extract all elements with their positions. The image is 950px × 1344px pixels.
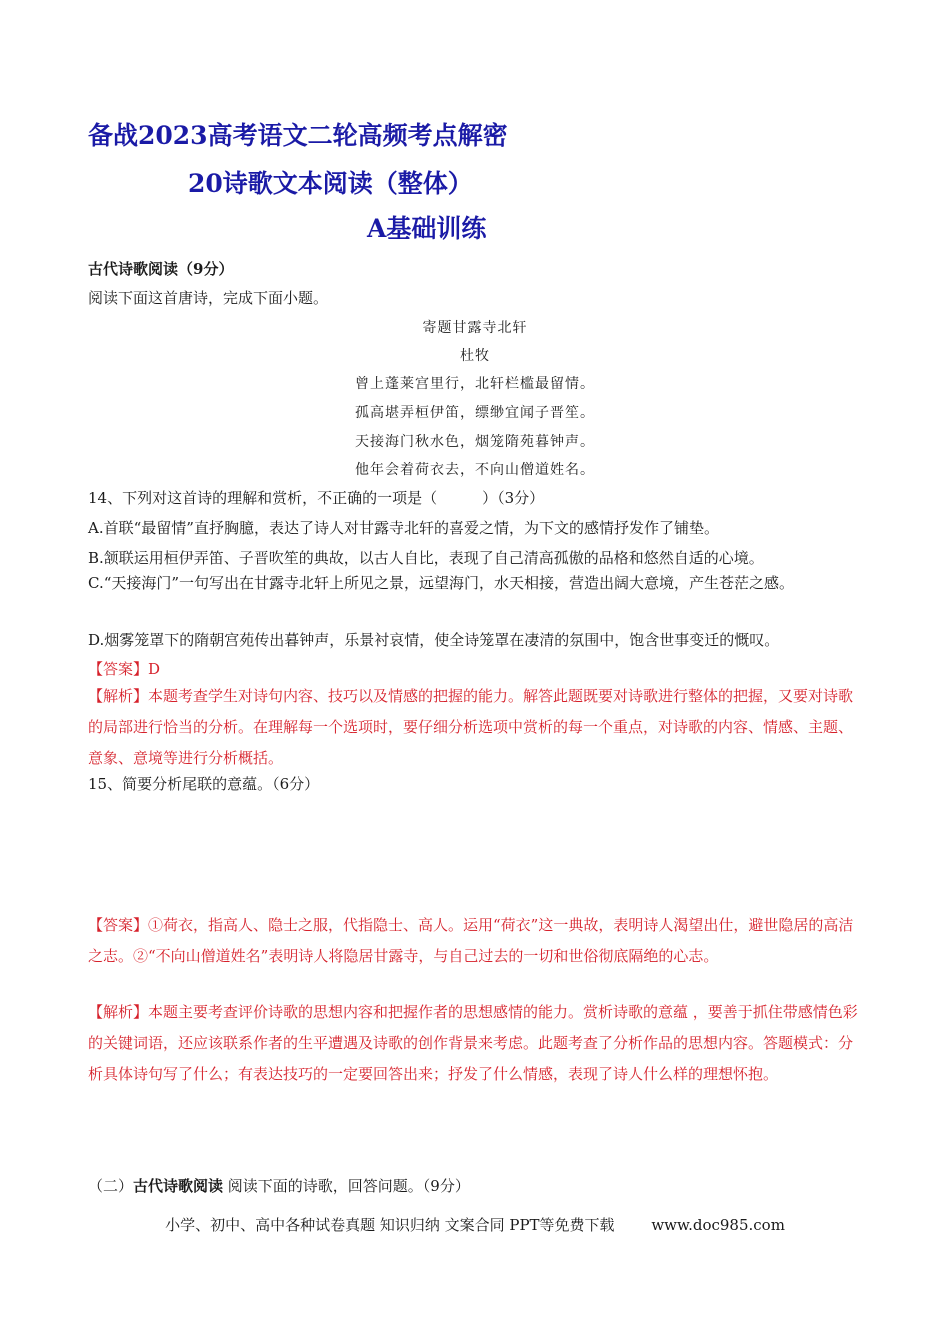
section2-heading: 古代诗歌阅读 [133, 1177, 224, 1195]
poem-line: 他年会着荷衣去，不向山僧道姓名。 [355, 462, 595, 478]
section1-heading: 古代诗歌阅读（9分） [88, 260, 234, 278]
doc-title-line3: A基础训练 [367, 214, 487, 243]
section2-heading-line [88, 1176, 470, 1196]
q14-answer: 【答案】D [88, 660, 161, 678]
poem-author: 杜牧 [460, 348, 490, 364]
q14-option-a: A.首联“最留情”直抒胸臆，表达了诗人对甘露寺北轩的喜爱之情，为下文的感情抒发作了铺垫。 [88, 519, 719, 537]
q15-answer: 【答案】①荷衣，指高人、隐士之服，代指隐士、高人。运用“荷衣”这一典故，表明诗人渴望出仕，避世隐居的高洁之志。②“不向山僧道姓名”表明诗人将隐居甘露寺，与自己过去的一切和世俗彻底隔绝的心志。 [88, 916, 854, 965]
footer-url[interactable]: www.doc985.com [651, 1216, 785, 1234]
page-footer [0, 1214, 950, 1235]
doc-title-line1: 备战2023高考语文二轮高频考点解密 [88, 121, 508, 150]
q14-question: 14、下列对这首诗的理解和赏析，不正确的一项是（ ）（3分） [88, 489, 545, 507]
doc-title-line2: 20诗歌文本阅读（整体） [188, 169, 473, 198]
poem-line: 天接海门秋水色，烟笼隋苑暮钟声。 [355, 434, 595, 450]
section2-prefix: （二） [88, 1177, 134, 1195]
q15-question: 15、简要分析尾联的意蕴。（6分） [88, 775, 320, 793]
q14-option-c: C.“天接海门”一句写出在甘露寺北轩上所见之景，远望海门，水天相接，营造出阔大意境，产生苍茫之感。 [88, 574, 795, 592]
section2-intro: 阅读下面的诗歌，回答问题。（9分） [223, 1177, 470, 1195]
q14-option-d: D.烟雾笼罩下的隋朝宫苑传出暮钟声，乐景衬哀情，使全诗笼罩在凄清的氛围中，饱含世事变迁的慨叹。 [88, 631, 780, 649]
poem-line: 孤高堪弄桓伊笛，缥缈宜闻子晋笙。 [355, 405, 595, 421]
footer-text: 小学、初中、高中各种试卷真题 知识归纳 文案合同 PPT等免费下载 [165, 1216, 615, 1234]
poem-title: 寄题甘露寺北轩 [422, 320, 528, 336]
q14-analysis: 【解析】本题考查学生对诗句内容、技巧以及情感的把握的能力。解答此题既要对诗歌进行整体的把握，又要对诗歌的局部进行恰当的分析。在理解每一个选项时，要仔细分析选项中赏析的每一个重点，对诗歌的内容、情感、主题、意象、意境等进行分析概括。 [88, 687, 854, 767]
q14-option-b: B.颔联运用桓伊弄笛、子晋吹笙的典故，以古人自比，表现了自己清高孤傲的品格和悠然自适的心境。 [88, 549, 764, 567]
poem-line: 曾上蓬莱宫里行，北轩栏槛最留情。 [355, 376, 595, 392]
q15-analysis: 【解析】本题主要考查评价诗歌的思想内容和把握作者的思想感情的能力。赏析诗歌的意蕴 ，要善于抓住带感情色彩的关键词语，还应该联系作者的生平遭遇及诗歌的创作背景来考虑。此题考查了分析作品的思想内容。答题模式：分析具体诗句写了什么；有表达技巧的一定要回答出来；抒发了什么情感，表现了诗人什么样的理想怀抱。 [88, 1003, 858, 1083]
section1-intro: 阅读下面这首唐诗，完成下面小题。 [88, 289, 329, 307]
